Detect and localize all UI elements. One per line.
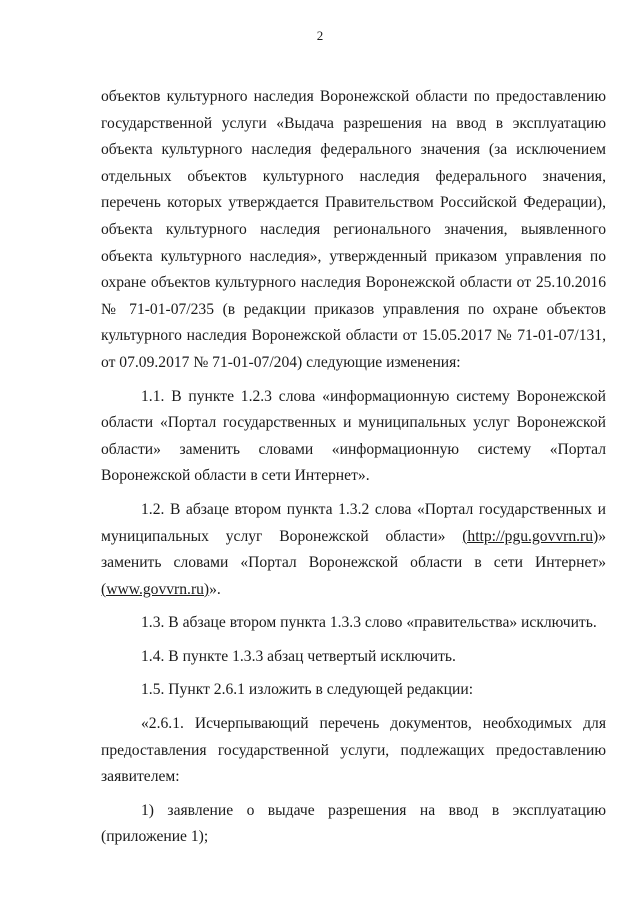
clause-1-2-text-middle: » заменить словами «Портал Воронежской области в сети Интернет» bbox=[101, 527, 606, 572]
page-number: 2 bbox=[316, 28, 324, 43]
intro-paragraph: объектов культурного наследия Воронежской области по предоставлению государственной услуги «Выдача разрешения на ввод в эксплуатацию объекта культурного наследия федерального значения (за исключением отдельных объектов культурного наследия федерального значения, перечень которых утверждается Правительством Российской Федерации), объекта культурного наследия регионального значения, выявленного объекта культурного наследия», утвержденный приказом управления по охране объектов культурного наследия Воронежской области от 25.10.2016 № 71-01-07/235 (в редакции приказов управления по охране объектов культурного наследия Воронежской области от 15.05.2017 № 71-01-07/131, от 07.09.2017 № 71-01-07/204) следующие изменения: bbox=[101, 88, 606, 371]
clause-1-1: 1.1. В пункте 1.2.3 слова «информационную систему Воронежской области «Портал государственных и муниципальных услуг Воронежской области» заменить словами «информационную систему «Портал Воронежской области в сети Интернет». bbox=[101, 387, 606, 485]
pgu-govvrn-link[interactable]: (http://pgu.govvrn.ru) bbox=[462, 527, 599, 545]
clause-2-6-1: «2.6.1. Исчерпывающий перечень документов, необходимых для предоставления государственной услуги, подлежащих предоставлению заявителем: bbox=[101, 715, 606, 786]
clause-1-4: 1.4. В пункте 1.3.3 абзац четвертый исключить. bbox=[141, 647, 456, 665]
list-item-1: 1) заявление о выдаче разрешения на ввод в эксплуатацию (приложение 1); bbox=[101, 801, 606, 846]
clause-1-2-text-start: 1.2. В абзаце втором пункта 1.3.2 слова «Портал государственных и муниципальных услуг Воронежской области» bbox=[101, 500, 606, 545]
clause-1-5: 1.5. Пункт 2.6.1 изложить в следующей редакции: bbox=[141, 681, 474, 699]
clause-1-2-text-end: ». bbox=[209, 580, 221, 598]
clause-1-2 bbox=[101, 497, 606, 603]
clause-1-3: 1.3. В абзаце втором пункта 1.3.3 слово «правительства» исключить. bbox=[141, 614, 597, 632]
document-body bbox=[101, 84, 606, 851]
govvrn-link[interactable]: (www.govvrn.ru) bbox=[101, 580, 210, 598]
